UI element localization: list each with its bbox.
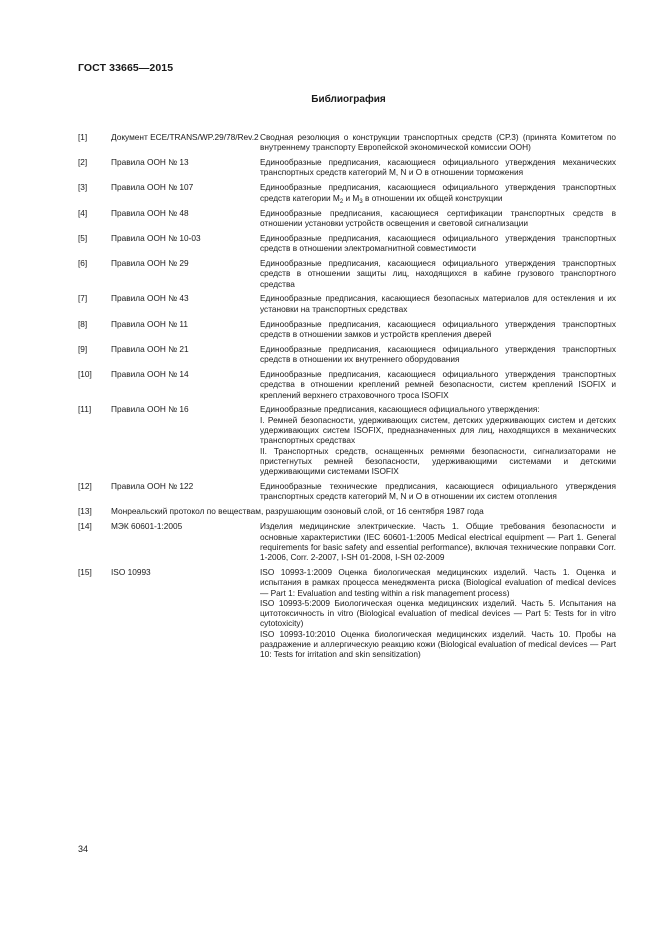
bibliography-entry [78, 233, 616, 254]
entry-source: Правила ООН № 107 [111, 182, 194, 193]
entry-description [260, 293, 616, 314]
bibliography-entry [78, 319, 616, 340]
entry-source: Правила ООН № 16 [111, 404, 189, 415]
entry-source: МЭК 60601-1:2005 [111, 521, 183, 532]
entry-source: Правила ООН № 10-03 [111, 232, 201, 243]
entry-description-paragraph: Единообразные предписания, касающиеся официального утверждения транспортных средств категории $M_2$ и $M_3$ в отношении их общей конструкции [260, 182, 616, 205]
entry-description-paragraph: Сводная резолюция о конструкции транспортных средств (СР.3) (принята Комитетом по внутреннему транспорту Европейской экономической комиссии ООН) [260, 132, 616, 153]
entry-number: [2] [78, 157, 88, 168]
bibliography-entry [78, 481, 616, 502]
entry-description-paragraph: Единообразные предписания, касающиеся официального утверждения транспортных средств в отношении защиты лиц, находящихся в кабине грузового транспортного средства [260, 257, 616, 289]
entry-description [260, 258, 616, 289]
entry-number: [13] [78, 506, 92, 517]
entry-description-paragraph: Единообразные предписания, касающиеся официального утверждения транспортных средств в отношении замков и устройств крепления дверей [260, 318, 616, 339]
entry-number: [5] [78, 232, 88, 243]
entry-number: [9] [78, 343, 88, 354]
bibliography-list [78, 132, 616, 664]
entry-number: [1] [78, 132, 88, 142]
entry-description [260, 132, 616, 153]
entry-description-paragraph: Единообразные предписания, касающиеся официального утверждения транспортных средства в отношении креплений ремней безопасности, систем креплений ISOFIX и креплений верхнего страховочного троса ISOFIX [260, 368, 616, 400]
entry-description [260, 521, 616, 562]
bibliography-entry [78, 404, 616, 476]
entry-number: [12] [78, 481, 92, 492]
entry-source: Правила ООН № 43 [111, 293, 189, 304]
entry-description-paragraph: Единообразные предписания, касающиеся безопасных материалов для остекления и их установки на транспортных средствах [260, 293, 616, 314]
entry-number: [11] [78, 404, 92, 415]
bibliography-title: Библиография [311, 94, 386, 105]
entry-description [260, 404, 616, 476]
entry-number: [3] [78, 182, 88, 193]
standard-header: ГОСТ 33665—2015 [78, 62, 174, 74]
entry-number: [15] [78, 567, 92, 577]
entry-description [260, 567, 616, 660]
entry-source: Правила ООН № 11 [111, 318, 189, 329]
bibliography-entry [78, 258, 616, 289]
bibliography-entry [78, 182, 616, 203]
entry-number: [14] [78, 521, 92, 532]
bibliography-entry [78, 344, 616, 365]
bibliography-entry [78, 567, 616, 660]
entry-number: [6] [78, 257, 88, 268]
entry-description [260, 481, 616, 502]
entry-source: Правила ООН № 13 [111, 157, 189, 168]
bibliography-entry [78, 369, 616, 400]
entry-number: [4] [78, 207, 88, 218]
bibliography-entry [78, 208, 616, 229]
entry-description-paragraph: Единообразные технические предписания, касающиеся официального утверждения транспортных средств категорий M, N и O в отношении их систем отопления [260, 481, 616, 502]
entry-description-paragraph: Единообразные предписания, касающиеся официального утверждения: [260, 404, 540, 415]
entry-source: Правила ООН № 122 [111, 481, 194, 492]
entry-description-paragraph: ISO 10993-5:2009 Биологическая оценка медицинских изделий. Часть 5. Испытания на цитотоксичность in vitro (Biological evaluation of medical devices — Part 5: Tests for in vitro cytotoxicity) [260, 597, 616, 629]
entry-description [260, 344, 616, 365]
entry-description [260, 319, 616, 340]
entry-description [260, 182, 616, 203]
entry-description [260, 157, 616, 178]
entry-description-paragraph: II. Транспортных средств, оснащенных ремнями безопасности, сигнализаторами не пристегнутых ремней безопасности, удерживающими системами и детскими удерживающими системами ISOFIX [260, 445, 616, 477]
entry-description [260, 233, 616, 254]
entry-source: ISO 10993 [111, 567, 151, 577]
entry-source: Правила ООН № 14 [111, 368, 189, 379]
entry-number: [7] [78, 293, 88, 304]
entry-description-paragraph: I. Ремней безопасности, удерживающих систем, детских удерживающих систем и детских удерживающих систем ISOFIX, предназначенных для лиц, находящихся в механических транспортных средствах [260, 414, 616, 446]
bibliography-entry [78, 157, 616, 178]
entry-description [260, 208, 616, 229]
bibliography-entry [78, 293, 616, 314]
entry-source: Монреальский протокол по веществам, разрушающим озоновый слой, от 16 сентября 1987 года [111, 506, 484, 517]
entry-description-paragraph: Единообразные предписания, касающиеся официального утверждения транспортных средств в отношении электромагнитной совместимости [260, 232, 616, 254]
bibliography-entry [78, 506, 616, 516]
entry-description-paragraph: Единообразные предписания, касающиеся официального утверждения транспортных средств в отношении их внутреннего оборудования [260, 343, 616, 365]
bibliography-entry [78, 132, 616, 153]
entry-description-paragraph: ISO 10993-1:2009 Оценка биологическая медицинских изделий. Часть 1. Оценка и испытания в рамках процесса менеджмента риска (Biological evaluation of medical devices — Part 1: Evaluation and testing within a risk management process) [260, 567, 616, 598]
entry-number: [8] [78, 318, 88, 329]
entry-source: Правила ООН № 48 [111, 207, 189, 218]
entry-description-paragraph: Единообразные предписания, касающиеся официального утверждения механических транспортных средств категорий M, N и O в отношении торможения [260, 157, 616, 178]
entry-source: Документ ECE/TRANS/WP.29/78/Rev.2 [111, 132, 259, 142]
entry-source: Правила ООН № 29 [111, 257, 189, 268]
entry-description-paragraph: Изделия медицинские электрические. Часть 1. Общие требования безопасности и основные характеристики (IEC 60601-1:2005 Medical electrical equipment — Part 1. General requirements for basic safety and essential performance), включая технические поправки Corr. 1-2006, Corr. 2-2007, I-SH 01-2008, I-SH 02-2009 [260, 521, 616, 563]
entry-description-paragraph: Единообразные предписания, касающиеся сертификации транспортных средств в отношении установки устройств освещения и световой сигнализации [260, 207, 616, 228]
entry-number: [10] [78, 368, 92, 379]
entry-description-paragraph: ISO 10993-10:2010 Оценка биологическая медицинских изделий. Часть 10. Пробы на раздражение и аллергическую реакцию кожи (Biological evaluation of medical devices — Part 10: Tests for irritation and skin sensitization) [260, 628, 616, 660]
page-number: 34 [78, 844, 89, 854]
bibliography-entry [78, 521, 616, 562]
entry-source: Правила ООН № 21 [111, 343, 189, 354]
entry-description [260, 369, 616, 400]
